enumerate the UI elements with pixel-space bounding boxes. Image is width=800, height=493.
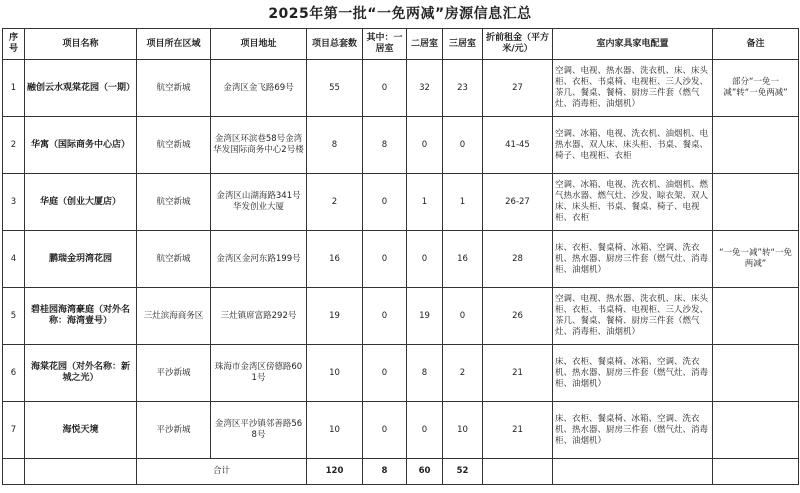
note-text: “一免一减”转“一免两减” [713,231,799,288]
two-room-units: 0 [407,402,443,459]
col-header-note: 备注 [713,29,799,60]
note-text [713,117,799,174]
furniture-list: 床、衣柜、餐桌椅、冰箱、空调、洗衣机、热水器、厨房三件套（燃气灶、消毒柜、油烟机） [553,402,713,459]
total-units: 19 [307,288,363,345]
furniture-list: 床、衣柜、餐桌椅、冰箱、空调、洗衣机、热水器、厨房三件套（燃气灶、消毒柜、油烟机） [553,345,713,402]
project-name: 华寓（国际商务中心店） [25,117,137,174]
two-room-units: 19 [407,288,443,345]
summary-empty-4 [553,459,713,485]
table-body [3,60,799,485]
note-text [713,402,799,459]
rent-value: 27 [483,60,553,117]
summary-two-room: 60 [407,459,443,485]
one-room-units: 0 [363,288,407,345]
summary-empty-2 [25,459,137,485]
three-room-units: 0 [443,288,483,345]
project-address: 金湾区金飞路69号 [211,60,307,117]
note-text: 部分“一免一减”转“一免两减” [713,60,799,117]
three-room-units: 0 [443,117,483,174]
three-room-units: 2 [443,345,483,402]
furniture-list: 床、衣柜、餐桌椅、冰箱、空调、洗衣机、热水器、厨房三件套（燃气灶、消毒柜、油烟机） [553,231,713,288]
two-room-units: 1 [407,174,443,231]
summary-one-room: 8 [363,459,407,485]
total-units: 10 [307,402,363,459]
col-header-two-room: 二居室 [407,29,443,60]
total-units: 2 [307,174,363,231]
summary-row [3,459,799,485]
project-area: 航空新城 [137,117,211,174]
table-row [3,402,799,459]
one-room-units: 0 [363,402,407,459]
table-row [3,231,799,288]
project-address: 金湾区环滨巷58号金湾华发国际商务中心2号楼 [211,117,307,174]
note-text [713,174,799,231]
col-header-index: 序号 [3,29,25,60]
project-address: 金湾区平沙镇邻善路568号 [211,402,307,459]
row-index: 2 [3,117,25,174]
rent-value: 41-45 [483,117,553,174]
col-header-three-room: 三居室 [443,29,483,60]
project-area: 三灶滨海商务区 [137,288,211,345]
col-header-area: 项目所在区域 [137,29,211,60]
one-room-units: 0 [363,231,407,288]
document-title: 2025年第一批“一免两减”房源信息汇总 [268,6,532,22]
note-text [713,345,799,402]
row-index: 3 [3,174,25,231]
project-name: 海棠花园（对外名称：新城之光） [25,345,137,402]
rent-value: 21 [483,402,553,459]
furniture-list: 空调、电视、热水器、洗衣机、床、床头柜、衣柜、书桌椅、电视柜、三人沙发、茶几、餐桌、餐椅、厨房三件套（燃气灶、消毒柜、油烟机） [553,60,713,117]
two-room-units: 8 [407,345,443,402]
summary-three-room: 52 [443,459,483,485]
rent-value: 26 [483,288,553,345]
table-row [3,288,799,345]
project-address: 金湾区山湖海路341号华发创业大厦 [211,174,307,231]
three-room-units: 16 [443,231,483,288]
total-units: 55 [307,60,363,117]
summary-empty-1 [3,459,25,485]
three-room-units: 10 [443,402,483,459]
three-room-units: 1 [443,174,483,231]
two-room-units: 0 [407,117,443,174]
three-room-units: 23 [443,60,483,117]
summary-empty-5 [713,459,799,485]
col-header-name: 项目名称 [25,29,137,60]
summary-label: 合计 [137,459,307,485]
project-address: 金湾区金河东路199号 [211,231,307,288]
one-room-units: 8 [363,117,407,174]
table-row [3,117,799,174]
rent-value: 21 [483,345,553,402]
furniture-list: 空调、电视、热水器、洗衣机、床、床头柜、衣柜、书桌椅、电视柜、三人沙发、茶几、餐桌、餐椅、厨房三件套（燃气灶、消毒柜、油烟机） [553,288,713,345]
note-text [713,288,799,345]
col-header-rent: 折前租金（平方米/元） [483,29,553,60]
row-index: 1 [3,60,25,117]
row-index: 6 [3,345,25,402]
one-room-units: 0 [363,60,407,117]
total-units: 16 [307,231,363,288]
project-area: 航空新城 [137,60,211,117]
total-units: 8 [307,117,363,174]
rent-value: 26-27 [483,174,553,231]
project-name: 华庭（创业大厦店） [25,174,137,231]
col-header-furniture: 室内家具家电配置 [553,29,713,60]
summary-empty-3 [483,459,553,485]
table-row [3,60,799,117]
two-room-units: 32 [407,60,443,117]
one-room-units: 0 [363,345,407,402]
one-room-units: 0 [363,174,407,231]
project-area: 航空新城 [137,231,211,288]
summary-total: 120 [307,459,363,485]
housing-table [2,28,799,485]
total-units: 10 [307,345,363,402]
header-row [3,29,799,60]
furniture-list: 空调、冰箱、电视、洗衣机、油烟机、燃气热水器、燃气灶、沙发、晾衣架、双人床、床头柜、书桌、餐桌、椅子、电视柜、衣柜 [553,174,713,231]
project-name: 融创云水观棠花园（一期） [25,60,137,117]
project-name: 碧桂园海湾豪庭（对外名称：海湾壹号） [25,288,137,345]
row-index: 5 [3,288,25,345]
project-address: 三灶镇席富路292号 [211,288,307,345]
furniture-list: 空调、冰箱、电视、洗衣机、油烟机、电热水器、双人床、床头柜、书桌、餐桌、椅子、电视柜、衣柜 [553,117,713,174]
project-area: 平沙新城 [137,402,211,459]
project-address: 珠海市金湾区傍德路601号 [211,345,307,402]
col-header-address: 项目地址 [211,29,307,60]
table-row [3,174,799,231]
col-header-one-room: 其中：一居室 [363,29,407,60]
table-row [3,345,799,402]
row-index: 7 [3,402,25,459]
project-area: 航空新城 [137,174,211,231]
two-room-units: 0 [407,231,443,288]
project-name: 鹏瑞金玥湾花园 [25,231,137,288]
rent-value: 28 [483,231,553,288]
row-index: 4 [3,231,25,288]
project-area: 平沙新城 [137,345,211,402]
project-name: 海悦天境 [25,402,137,459]
col-header-total: 项目总套数 [307,29,363,60]
